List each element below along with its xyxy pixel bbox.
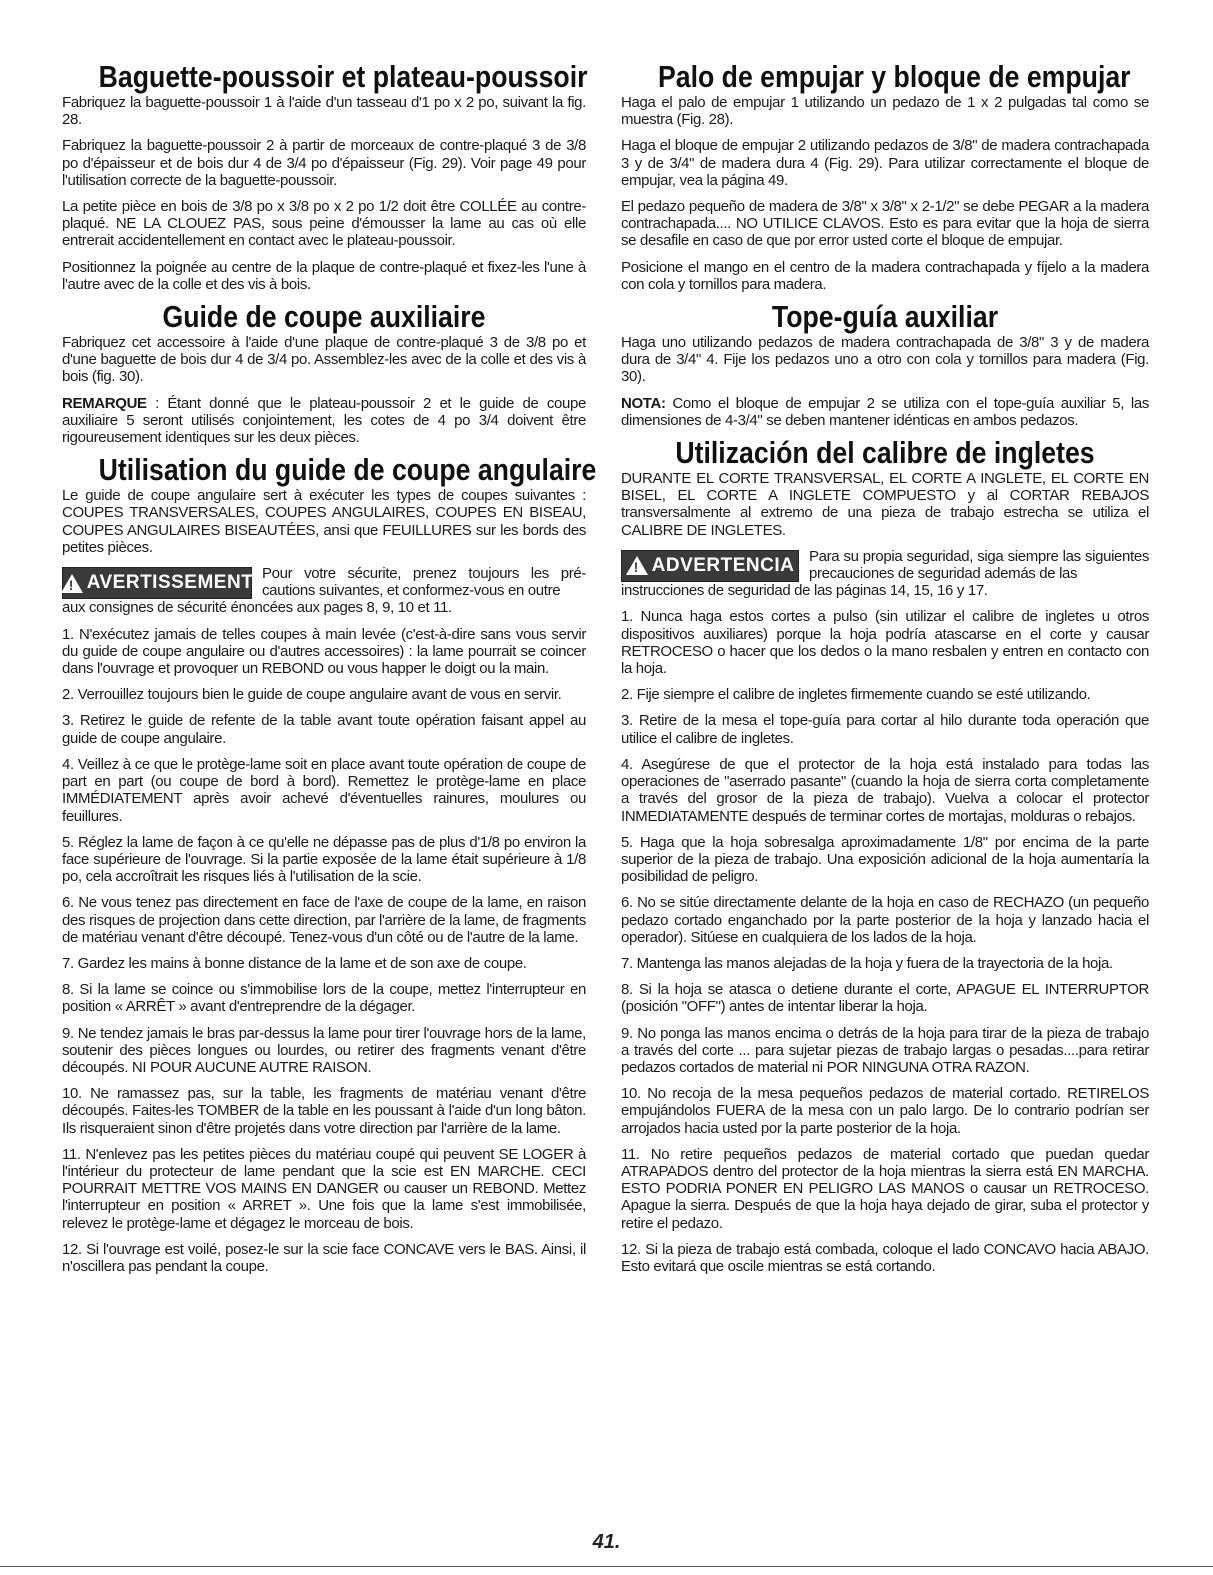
warning-label: ADVERTENCIA [651, 554, 795, 576]
note-paragraph [621, 395, 1149, 429]
list-item: 12. Si l'ouvrage est voilé, posez-le sur la scie face CONCAVE vers le BAS. Ainsi, il n'oscillera pas pendant la coupe. [62, 1240, 586, 1275]
list-item: 9. Ne tendez jamais le bras par-dessus la lame pour tirer l'ouvrage hors de la lame, soutenir des pièces longues ou lourdes, ou retirer des fragments venant d'être découpés. NI POUR AUCUNE AUTRE RAISON. [62, 1024, 586, 1076]
warning-triangle-icon [626, 556, 648, 575]
section-title-aux-fence-fr: Guide de coupe auxiliaire [162, 299, 486, 335]
list-item: 3. Retire de la mesa el tope-guía para cortar al hilo durante toda operación que utilice el calibre de ingletes. [621, 712, 1149, 747]
warning-block [621, 548, 1149, 582]
warning-badge [62, 567, 252, 599]
paragraph: Posicione el mango en el centro de la madera contrachapada y fíjelo a la madera con cola y tornillos para madera. [621, 258, 1149, 293]
french-column [62, 59, 597, 1284]
list-item: 4. Asegúrese de que el protector de la hoja está instalado para todas las operaciones de "aserrado pasante" (cuando la hoja de sierra corta completamente a través del grosor de la pieza de trabajo). Vuelva a colocar el protector INMEDIATAMENTE después de terminar cortes de mortajas, molduras o rebajos. [621, 755, 1149, 825]
note-text: : Étant donné que le plateau-poussoir 2 et le guide de coupe auxiliaire 5 seront utilisés conjointement, les cotes de 4 po 3/4 doivent être rigoureusement identiques sur les deux pièces. [62, 394, 586, 447]
paragraph: Fabriquez cet accessoire à l'aide d'une plaque de contre-plaqué 3 de 3/8 po et d'une baguette de bois dur 4 de 3/4 po. Assemblez-les avec de la colle et des vis à bois (fig. 30). [62, 334, 586, 386]
note-label: NOTA: [621, 394, 666, 412]
page-number: 41. [592, 1531, 621, 1553]
section-title-push-stick-es: Palo de empujar y bloque de empujar [657, 59, 1131, 94]
list-item: 12. Si la pieza de trabajo está combada, coloque el lado CONCAVO hacia ABAJO. Esto evitará que oscile mientras se está cortando. [621, 1240, 1149, 1275]
warning-text: Pour votre sécurite, prenez toujours les pré-cautions suivantes, et conformez-vous en outre [262, 565, 586, 600]
list-item: 8. Si la hoja se atasca o detiene durante el corte, APAGUE EL INTERRUPTOR (posición "OFF") antes de intentar liberar la hoja. [621, 981, 1149, 1016]
note-label: REMARQUE [62, 394, 147, 412]
bottom-rule [0, 1566, 1213, 1567]
list-item: 10. Ne ramassez pas, sur la table, les fragments de matériau venant d'être découpés. Faites-les TOMBER de la table en les poussant à l'aide d'un long bâton. Ils risqueraient sinon d'être projetés dans votre direction par l'arrière de la lame. [62, 1085, 586, 1137]
warning-label: AVERTISSEMENT [86, 572, 254, 594]
list-item: 2. Verrouillez toujours bien le guide de coupe angulaire avant de vous en servir. [62, 686, 562, 704]
list-item: 1. N'exécutez jamais de telles coupes à main levée (c'est-à-dire sans vous servir du guide de coupe angulaire ou d'autres accessoires) : la lame pourrait se coincer dans l'ouvrage et provoquer un REBOND ou vous happer le doigt ou la main. [62, 625, 586, 678]
note-text: Como el bloque de empujar 2 se utiliza con el tope-guía auxiliar 5, las dimensiones de 4-3/4" se deben mantener idénticas en ambos pedazos. [621, 394, 1149, 429]
warning-continuation: instrucciones de seguridad de las páginas 14, 15, 16 y 17. [621, 582, 988, 600]
paragraph: Haga el bloque de empujar 2 utilizando pedazos de 3/8" de madera contrachapada 3 y de 3/4" de madera dura 4 (Fig. 29). Para utilizar correctamente el bloque de empujar, vea la página 49. [621, 137, 1149, 189]
paragraph: Haga el palo de empujar 1 utilizando un pedazo de 1 x 2 pulgadas tal como se muestra (Fig. 28). [621, 94, 1149, 129]
list-item: 9. No ponga las manos encima o detrás de la hoja para tirar de la pieza de trabajo a través del corte ... para sujetar piezas de trabajo largas o pesadas....para retirar pedazos cortados de material ni POR NINGUNA OTRA RAZON. [621, 1024, 1149, 1076]
note-paragraph [62, 395, 586, 447]
warning-continuation: aux consignes de sécurité énoncées aux pages 8, 9, 10 et 11. [62, 599, 452, 617]
section-title-aux-fence-es: Tope-guía auxiliar [771, 299, 999, 335]
paragraph: Fabriquez la baguette-poussoir 2 à partir de morceaux de contre-plaqué 3 de 3/8 po d'épaisseur et de bois dur 4 de 3/4 po d'épaisseur (Fig. 29). Voir page 49 pour l'utilisation correcte de la baguette-poussoir. [62, 137, 586, 189]
paragraph: Haga uno utilizando pedazos de madera contrachapada de 3/8" 3 y de madera dura de 3/4" 4. Fije los pedazos uno a otro con cola y tornillos para madera (Fig. 30). [621, 334, 1149, 386]
list-item: 6. No se sitúe directamente delante de la hoja en caso de RECHAZO (un pequeño pedazo cortado enganchado por la parte posterior de la hoja y lanzado hacia el operador). Sitúese en cualquiera de los lados de la hoja. [621, 894, 1149, 946]
paragraph: Positionnez la poignée au centre de la plaque de contre-plaqué et fixez-les l'une à l'autre avec de la colle et des vis à bois. [62, 258, 586, 293]
list-item: 8. Si la lame se coince ou s'immobilise lors de la coupe, mettez l'interrupteur en position « ARRÊT » avant d'entreprendre de la dégager. [62, 981, 586, 1016]
warning-badge [621, 550, 799, 582]
list-item: 7. Mantenga las manos alejadas de la hoja y fuera de la trayectoria de la hoja. [621, 954, 1113, 972]
section-title-push-stick-fr: Baguette-poussoir et plateau-poussoir [98, 59, 588, 94]
warning-text: Para su propia seguridad, siga siempre las siguientes precauciones de seguridad además de las [809, 547, 1149, 583]
list-item: 10. No recoja de la mesa pequeños pedazos de material cortado. RETIRELOS empujándolos FUERA de la mesa con un palo largo. De lo contrario podrían ser arrojados hacia usted por la parte posterior de la hoja. [621, 1085, 1149, 1137]
list-item: 4. Veillez à ce que le protège-lame soit en place avant toute opération de coupe de part en part (ou coupe de bord à bord). Remettez le protège-lame en place IMMÉDIATEMENT après avoir achevé d'éventuelles rainures, moulures ou feuillures. [62, 755, 586, 825]
paragraph: Fabriquez la baguette-poussoir 1 à l'aide d'un tasseau d'1 po x 2 po, suivant la fig. 28. [62, 94, 586, 129]
list-item: 5. Réglez la lame de façon à ce qu'elle ne dépasse pas de plus d'1/8 po environ la face supérieure de l'ouvrage. Si la partie exposée de la lame était supérieure à 1/8 po, cela accroîtrait les risques liés à l'utilisation de la scie. [62, 833, 586, 886]
list-item: 6. Ne vous tenez pas directement en face de l'axe de coupe de la lame, en raison des risques de projection dans cette direction, par l'arrière de la lame, de fragments de matériau venant d'être découpé. Tenez-vous d'un côté ou de l'autre de la lame. [62, 894, 586, 946]
list-item: 11. N'enlevez pas les petites pièces du matériau coupé qui peuvent SE LOGER à l'intérieur du protecteur de lame pendant que la scie est EN MARCHE. CECI POURRAIT METTRE VOS MAINS EN DANGER ou causer un REBOND. Mettez l'interrupteur en position « ARRET ». Une fois que la lame s'est immobilisée, relevez le protège-lame et dégagez le morceau de bois. [62, 1145, 586, 1232]
spanish-column [621, 59, 1149, 1284]
list-item: 11. No retire pequeños pedazos de material cortado que puedan quedar ATRAPADOS dentro del protector de la hoja mientras la sierra está EN MARCHA. ESTO PODRIA PONER EN PELIGRO LAS MANOS o causar un RETROCESO. Apague la sierra. Después de que la hoja haya dejado de girar, suba el protector y retire el pedazo. [621, 1145, 1149, 1232]
list-item: 5. Haga que la hoja sobresalga aproximadamente 1/8" por encima de la parte superior de la pieza de trabajo. Una exposición adicional de la hoja aumentaría la posibilidad de peligro. [621, 833, 1149, 886]
section-title-miter-gauge-es: Utilización del calibre de ingletes [675, 435, 1095, 471]
warning-block [62, 565, 586, 599]
list-item: 2. Fije siempre el calibre de ingletes firmemente cuando se esté utilizando. [621, 686, 1091, 704]
list-item: 7. Gardez les mains à bonne distance de la lame et de son axe de coupe. [62, 954, 527, 972]
list-item: 3. Retirez le guide de refente de la table avant toute opération faisant appel au guide de coupe angulaire. [62, 712, 586, 747]
paragraph: La petite pièce en bois de 3/8 po x 3/8 po x 2 po 1/2 doit être COLLÉE au contre-plaqué. NE LA CLOUEZ PAS, sous peine d'émousser la lame au cas où elle entrerait accidentellement en contact avec le plateau-poussoir. [62, 198, 586, 250]
paragraph: Le guide de coupe angulaire sert à exécuter les types de coupes suivantes : COUPES TRANSVERSALES, COUPES ANGULAIRES, COUPES EN BISEAU, COUPES ANGULAIRES BISEAUTÉES, ansi que FEUILLURES sur les bords des petites pièces. [62, 487, 586, 556]
warning-triangle-icon [61, 574, 83, 593]
paragraph: DURANTE EL CORTE TRANSVERSAL, EL CORTE A INGLETE, EL CORTE EN BISEL, EL CORTE A INGLETE COMPUESTO y al CORTAR REBAJOS transversalmente al extremo de una pieza de trabajo estrecha se utiliza el CALIBRE DE INGLETES. [621, 470, 1149, 539]
paragraph: El pedazo pequeño de madera de 3/8" x 3/8" x 2-1/2" se debe PEGAR a la madera contrachapada.... NO UTILICE CLAVOS. Esto es para evitar que la hoja de sierra se desafile en caso de que por error usted corte el bloque de empujar. [621, 198, 1149, 250]
list-item: 1. Nunca haga estos cortes a pulso (sin utilizar el calibre de ingletes u otros dispositivos auxiliares) porque la hoja podría atascarse en el corte y causar RETROCESO o hacer que los dedos o la mano resbalen y entren en contacto con la hoja. [621, 608, 1149, 678]
section-title-miter-gauge-fr: Utilisation du guide de coupe angulaire [98, 452, 597, 488]
